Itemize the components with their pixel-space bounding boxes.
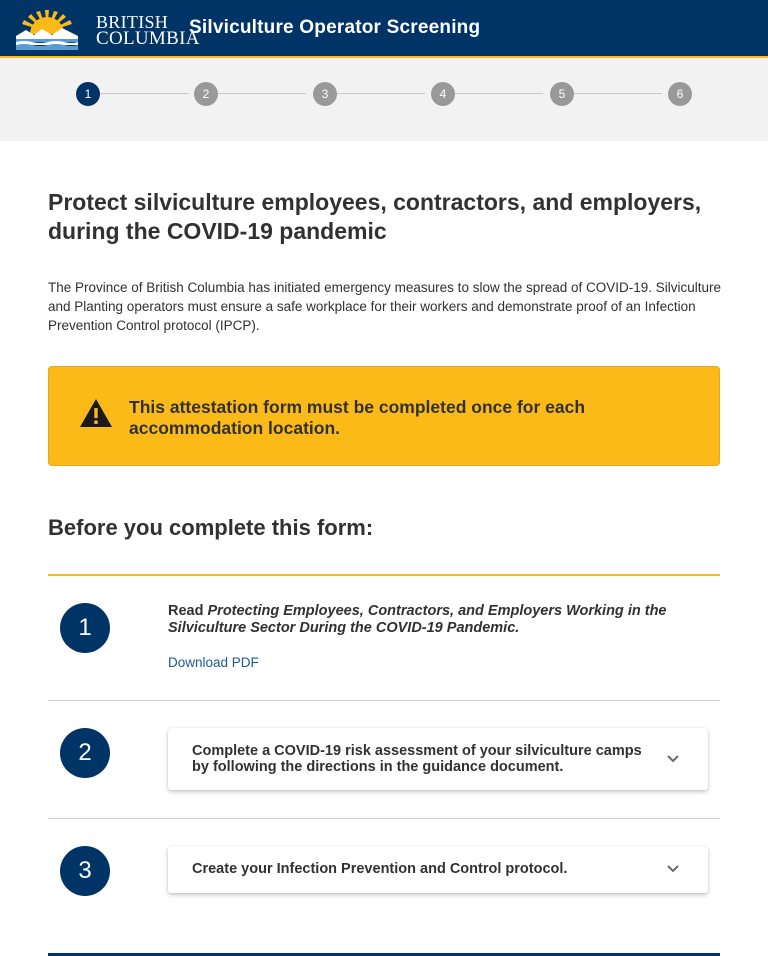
item-number-badge: 1 <box>60 603 110 653</box>
step-2[interactable]: 2 <box>194 82 218 106</box>
list-item <box>48 701 720 819</box>
read-instruction <box>168 603 708 637</box>
step-connector <box>100 93 188 94</box>
bc-logo[interactable] <box>16 8 200 50</box>
attestation-alert <box>48 366 720 466</box>
step-connector <box>337 93 425 94</box>
app-title: Silviculture Operator Screening <box>189 17 481 38</box>
step-connector <box>218 93 306 94</box>
alert-message: This attestation form must be completed once for each accommodation location. <box>129 397 586 438</box>
app-header <box>0 0 768 58</box>
step-connector <box>574 93 662 94</box>
step-6[interactable]: 6 <box>668 82 692 106</box>
read-prefix: Read <box>168 603 208 619</box>
step-5[interactable]: 5 <box>550 82 574 106</box>
item-number-badge: 2 <box>60 728 110 778</box>
logo-line-2: COLUMBIA <box>96 28 200 49</box>
step-connector <box>455 93 543 94</box>
step-4[interactable]: 4 <box>431 82 455 106</box>
ipc-protocol-expander[interactable] <box>168 846 708 893</box>
warning-triangle-icon <box>79 398 113 428</box>
item-number-badge: 3 <box>60 846 110 896</box>
section-heading: Before you complete this form: <box>48 515 374 540</box>
step-1[interactable]: 1 <box>76 82 100 106</box>
chevron-down-icon[interactable] <box>666 754 680 764</box>
bc-sun-logo-icon <box>16 8 78 50</box>
chevron-down-icon[interactable] <box>666 864 680 874</box>
intro-paragraph: The Province of British Columbia has initiated emergency measures to slow the spread of COVID-19. Silviculture and Planting operators must ensure a safe workplace for their workers and demonstrate proof of an Infection Prevention Control protocol (IPCP). <box>48 280 722 333</box>
progress-stepper <box>0 58 768 141</box>
logo-line-1: BRITISH <box>96 12 169 32</box>
list-item <box>48 819 720 939</box>
prerequisite-list <box>48 574 720 939</box>
expander-label: Complete a COVID-19 risk assessment of your silviculture camps by following the directions in the guidance document. <box>192 743 642 775</box>
step-3[interactable]: 3 <box>313 82 337 106</box>
logo-wordmark <box>96 14 200 47</box>
page-title: Protect silviculture employees, contractors, and employers, during the COVID-19 pandemic <box>48 189 702 244</box>
guidance-document-title: Protecting Employees, Contractors, and Employers Working in the Silviculture Sector During the COVID-19 Pandemic. <box>168 603 667 636</box>
expander-label: Create your Infection Prevention and Control protocol. <box>192 861 568 877</box>
download-pdf-link[interactable]: Download PDF <box>168 655 259 670</box>
list-item <box>48 576 720 701</box>
risk-assessment-expander[interactable] <box>168 728 708 790</box>
